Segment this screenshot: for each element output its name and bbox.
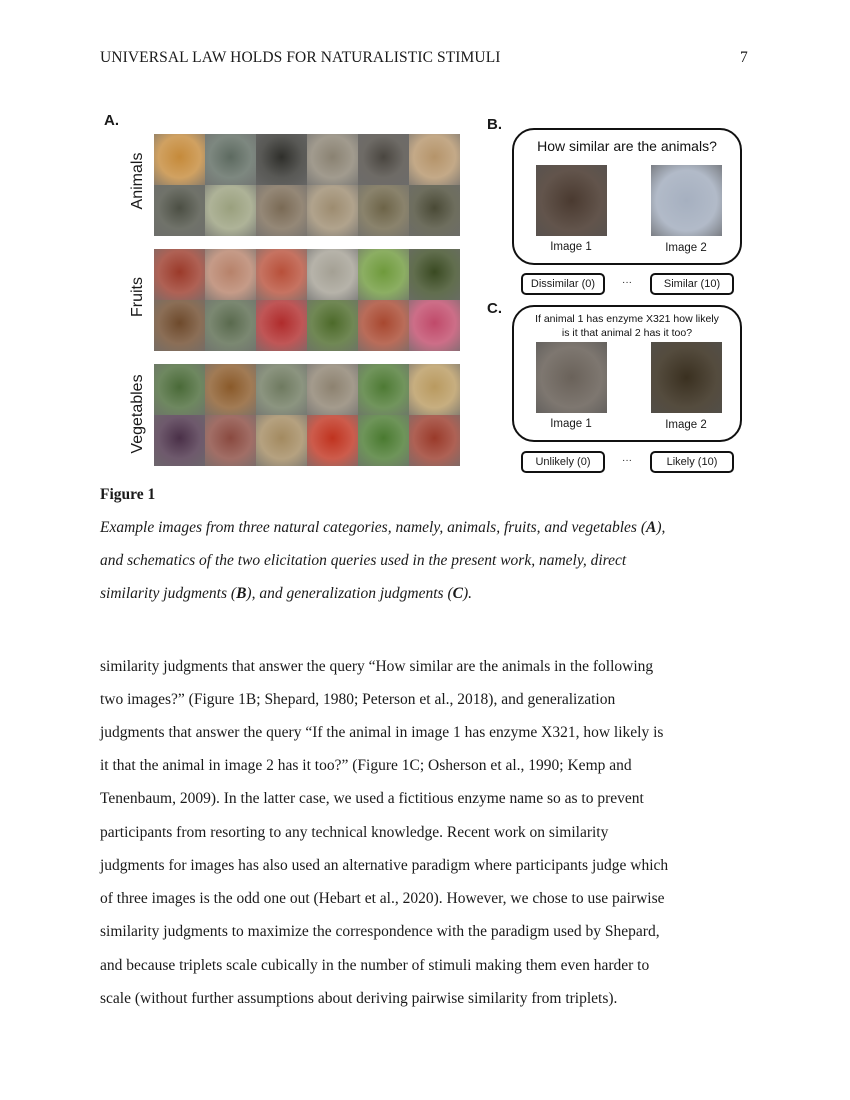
figure-caption-line-3 [100, 585, 472, 603]
photo-elephant [154, 134, 205, 185]
photo-grass-field [358, 185, 409, 236]
fruits-image-grid [154, 249, 460, 351]
caption-panel-ref-c: C [452, 585, 463, 602]
photo-porcupine [409, 185, 460, 236]
vegetables-image-grid [154, 364, 460, 466]
row-label-animals: Animals [129, 152, 146, 210]
photo-bear [409, 134, 460, 185]
scale-ellipsis: ··· [622, 455, 632, 466]
caption-panel-ref-a: A [646, 519, 657, 536]
running-title: UNIVERSAL LAW HOLDS FOR NATURALISTIC STIMULI [100, 49, 501, 66]
photo-papayas [307, 300, 358, 351]
generalization-query-card [512, 305, 742, 442]
photo-slow-loris [256, 185, 307, 236]
body-line: of three images is the odd one out (Hebart et al., 2020). However, we chose to use pairwise [100, 890, 665, 907]
body-line: scale (without further assumptions about deriving pairwise similarity from triplets). [100, 990, 618, 1007]
animals-image-grid [154, 134, 460, 236]
photo-peaches [205, 249, 256, 300]
photo-arugula [358, 415, 409, 466]
image-1-caption: Image 1 [550, 418, 592, 430]
caption-text: ), and generalization judgments ( [246, 585, 453, 602]
photo-prairie-dog [205, 134, 256, 185]
photo-herbs [358, 364, 409, 415]
figure-caption-line-2: and schematics of the two elicitation queries used in the present work, namely, direct [100, 552, 627, 569]
photo-red-potatoes [205, 415, 256, 466]
image-2-caption: Image 2 [665, 419, 707, 431]
panel-c-label: C. [487, 300, 502, 317]
photo-apple [256, 300, 307, 351]
photo-okra [154, 364, 205, 415]
photo-peppers [409, 415, 460, 466]
photo-parsnips [307, 364, 358, 415]
figure-caption-line-1 [100, 519, 665, 537]
image-1-chimpanzee [536, 342, 607, 413]
similarity-question: How similar are the animals? [537, 138, 717, 154]
photo-gibbon [154, 185, 205, 236]
photo-colobus-monkey [307, 134, 358, 185]
photo-apricots [358, 300, 409, 351]
body-line: similarity judgments that answer the query “How similar are the animals in the following [100, 658, 654, 675]
photo-pomegranates [154, 249, 205, 300]
image-2-cougar [651, 165, 722, 236]
page-number: 7 [740, 49, 748, 66]
similarity-query-card [512, 128, 742, 265]
dissimilar-button[interactable]: Dissimilar (0) [521, 273, 605, 295]
photo-green-mangoes [358, 249, 409, 300]
photo-pineapple [205, 300, 256, 351]
body-line: two images?” (Figure 1B; Shepard, 1980; Peterson et al., 2018), and generalization [100, 691, 616, 708]
photo-coconut [154, 300, 205, 351]
body-line: it that the animal in image 2 has it too?” (Figure 1C; Osherson et al., 1990; Kemp and [100, 757, 632, 774]
caption-text: Example images from three natural categories, namely, animals, fruits, and vegetables ( [100, 519, 647, 536]
photo-lychees [409, 300, 460, 351]
photo-cauliflower [256, 364, 307, 415]
scale-ellipsis: ··· [622, 277, 632, 288]
body-line: judgments that answer the query “If the animal in image 1 has enzyme X321, how likely is [100, 724, 664, 741]
photo-pears [256, 249, 307, 300]
photo-beets [154, 415, 205, 466]
likely-button[interactable]: Likely (10) [650, 451, 734, 473]
photo-tomatoes [307, 415, 358, 466]
body-line: judgments for images has also used an alternative paradigm where participants judge which [100, 857, 669, 874]
image-2-deer [651, 342, 722, 413]
generalization-question-line-1: If animal 1 has enzyme X321 how likely [535, 313, 719, 325]
similar-button[interactable]: Similar (10) [650, 273, 734, 295]
photo-ram [307, 185, 358, 236]
caption-text: ), [656, 519, 666, 536]
photo-chimpanzee [358, 134, 409, 185]
image-2-caption: Image 2 [665, 242, 707, 254]
image-1-caption: Image 1 [550, 241, 592, 253]
image-1-tiger [536, 165, 607, 236]
photo-cardinal [205, 185, 256, 236]
generalization-question-line-2: is it that animal 2 has it too? [561, 327, 693, 339]
panel-a-label: A. [104, 112, 119, 129]
photo-ginger [256, 415, 307, 466]
body-line: participants from resorting to any technical knowledge. Recent work on similarity [100, 824, 609, 841]
figure-title: Figure 1 [100, 486, 156, 503]
photo-pumpkins [205, 364, 256, 415]
photo-white-strawberries [307, 249, 358, 300]
photo-lemur [256, 134, 307, 185]
row-label-vegetables: Vegetables [129, 374, 146, 454]
caption-text: similarity judgments ( [100, 585, 237, 602]
caption-text: ). [462, 585, 473, 602]
row-label-fruits: Fruits [129, 277, 146, 317]
photo-custard-apple [409, 249, 460, 300]
body-line: similarity judgments to maximize the correspondence with the paradigm used by Shepard, [100, 923, 660, 940]
panel-b-label: B. [487, 116, 502, 133]
body-line: and because triplets scale cubically in the number of stimuli making them even harder to [100, 957, 650, 974]
photo-potatoes [409, 364, 460, 415]
body-line: Tenenbaum, 2009). In the latter case, we used a fictitious enzyme name so as to prevent [100, 790, 644, 807]
caption-panel-ref-b: B [236, 585, 247, 602]
unlikely-button[interactable]: Unlikely (0) [521, 451, 605, 473]
